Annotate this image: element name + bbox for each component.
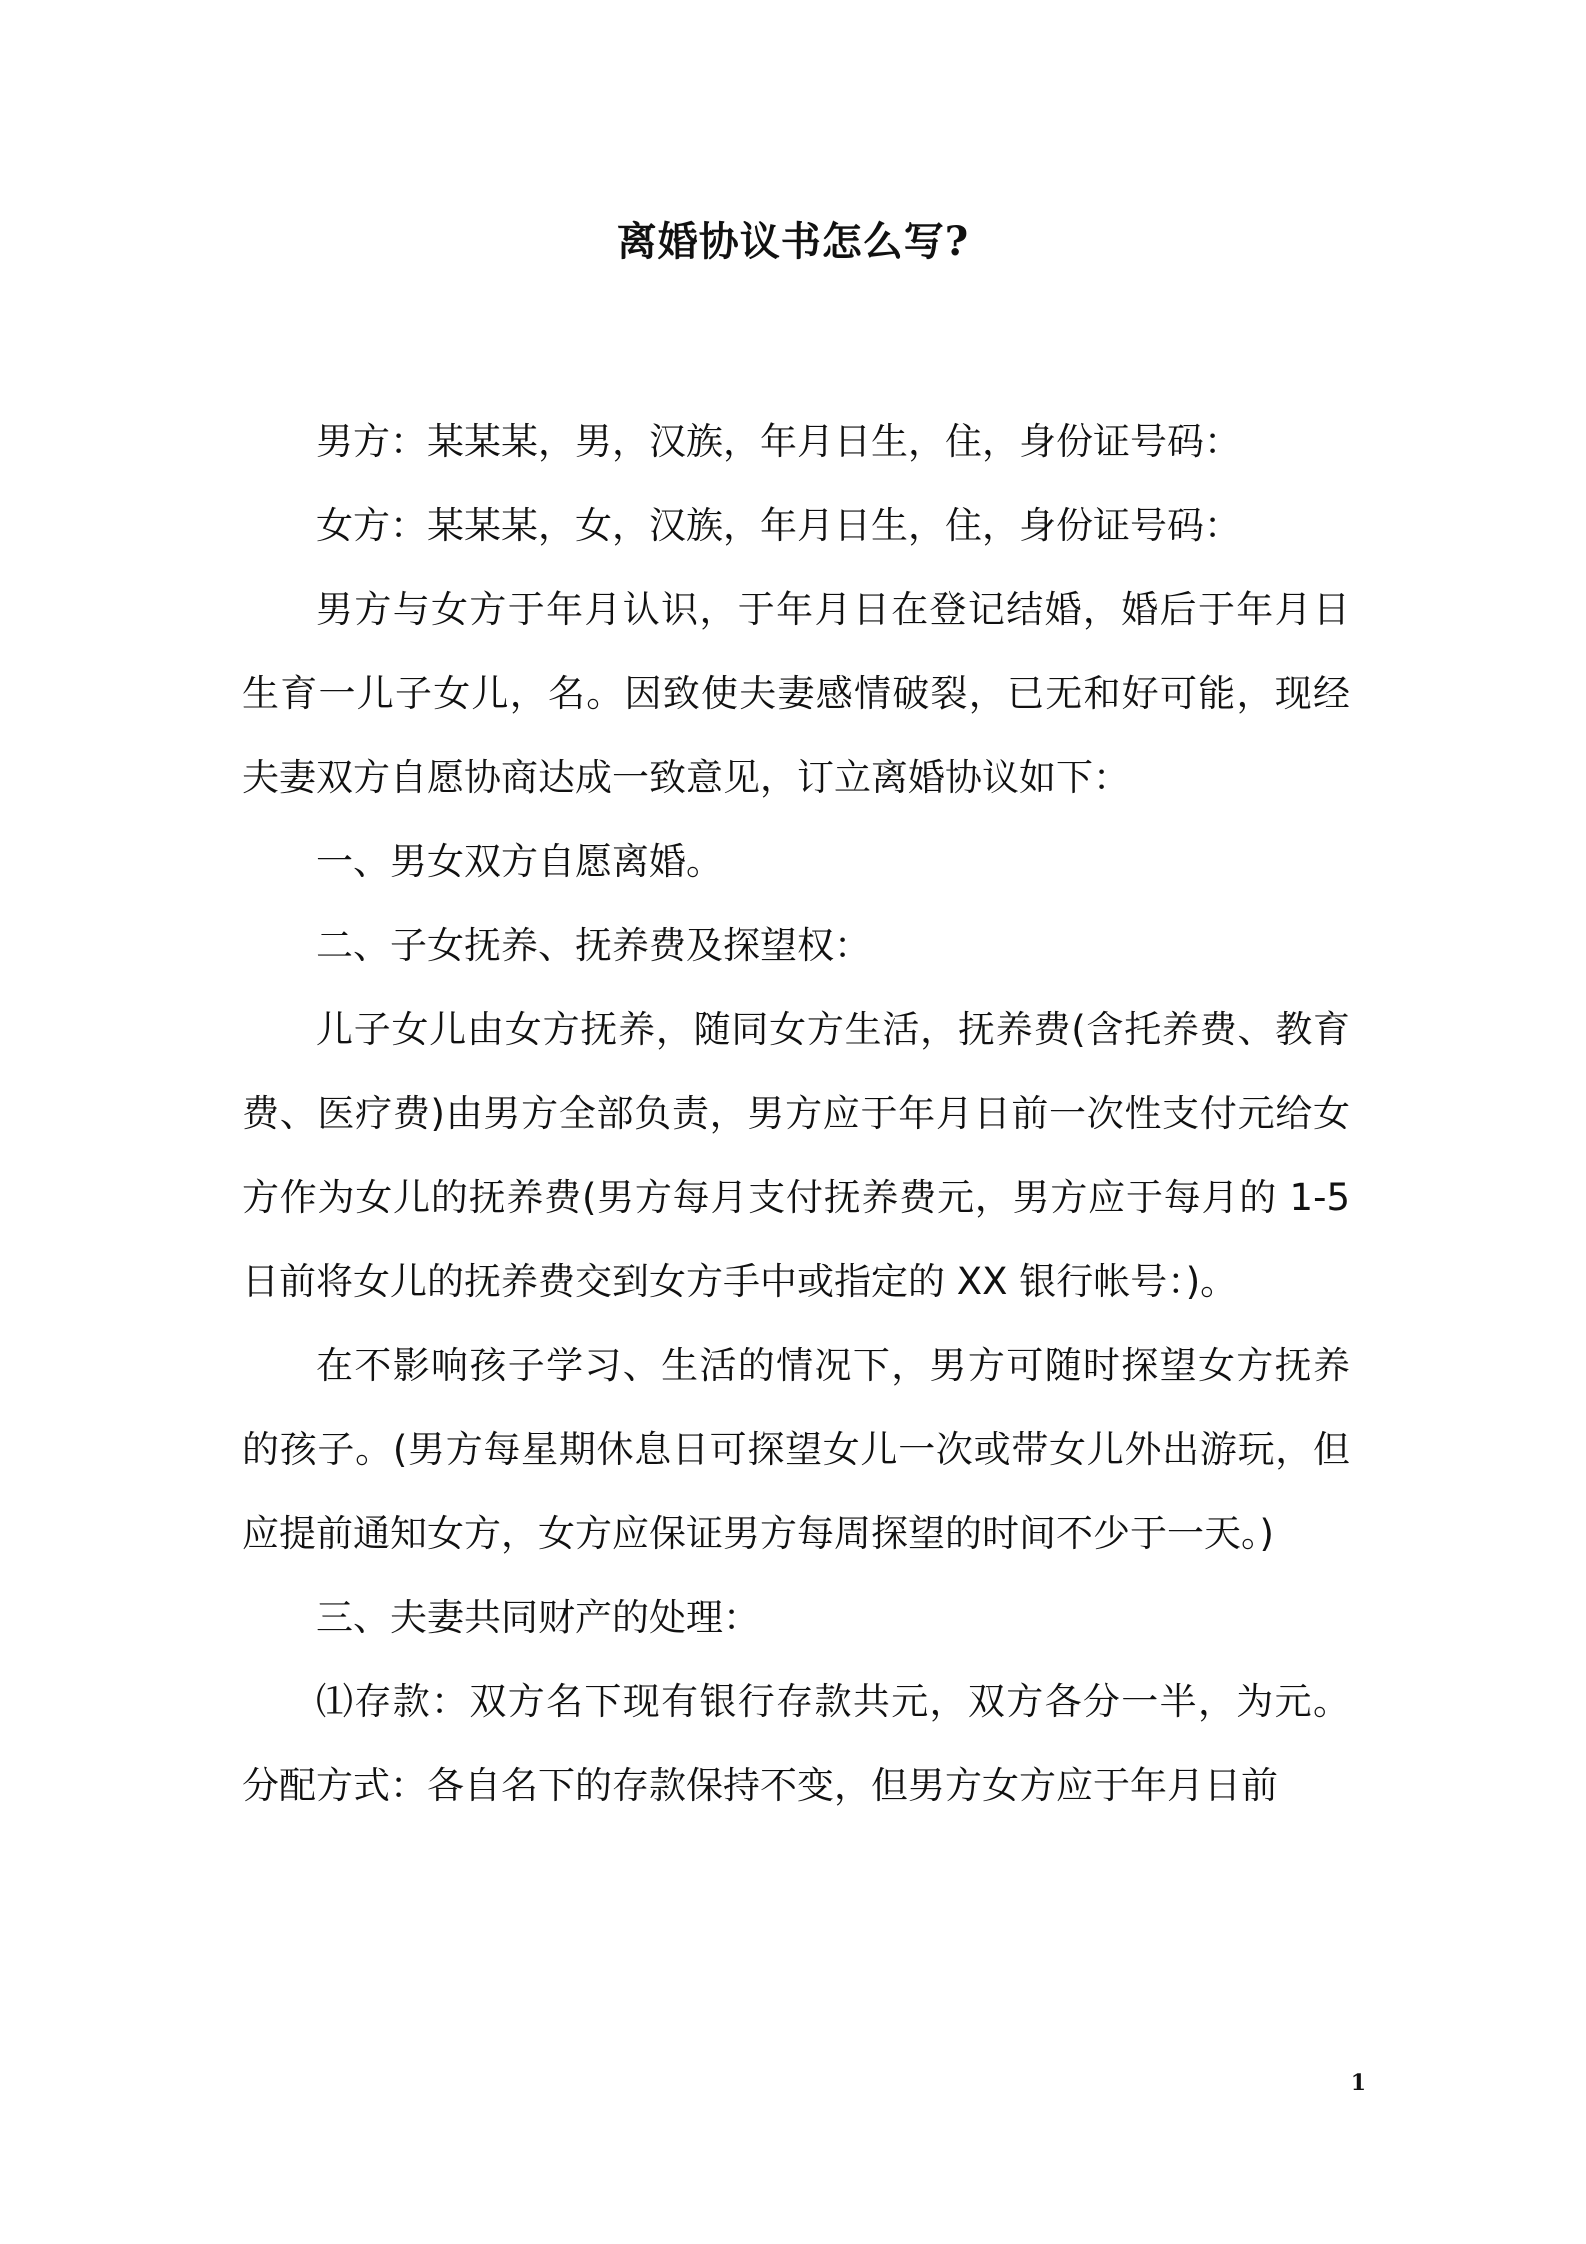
clause-1-divorce: 一、男女双方自愿离婚。 (316, 840, 723, 883)
clause-2-heading: 二、子女抚养、抚养费及探望权： (316, 924, 871, 967)
paragraph-male-party: 男方：某某某，男，汉族，年月日生，住，身份证号码： (316, 420, 1241, 463)
document-title: 离婚协议书怎么写? (616, 218, 970, 265)
paragraph-child-support: 儿子女儿由女方抚养，随同女方生活，抚养费(含托养费、教育费、医疗费)由男方全部负责，男方应于年月日前一次性支付元给女方作为女儿的抚养费(男方每月支付抚养费元，男方应于每月的 1-5 日前将女儿的抚养费交到女方手中或指定的 XX 银行帐号：)。 (242, 1008, 1350, 1303)
paragraph-background: 男方与女方于年月认识，于年月日在登记结婚，婚后于年月日生育一儿子女儿，名。因致使夫妻感情破裂，已无和好可能，现经夫妻双方自愿协商达成一致意见，订立离婚协议如下： (242, 588, 1350, 799)
document-body (242, 400, 1350, 1828)
page-number: 1 (1350, 2070, 1366, 2096)
paragraph-female-party: 女方：某某某，女，汉族，年月日生，住，身份证号码： (316, 504, 1241, 547)
paragraph-visitation: 在不影响孩子学习、生活的情况下，男方可随时探望女方抚养的孩子。(男方每星期休息日可探望女儿一次或带女儿外出游玩，但应提前通知女方，女方应保证男方每周探望的时间不少于一天。) (242, 1344, 1350, 1555)
paragraph-deposits: ⑴存款：双方名下现有银行存款共元，双方各分一半，为元。分配方式：各自名下的存款保持不变，但男方女方应于年月日前 (242, 1680, 1350, 1807)
clause-3-heading: 三、夫妻共同财产的处理： (316, 1596, 760, 1639)
